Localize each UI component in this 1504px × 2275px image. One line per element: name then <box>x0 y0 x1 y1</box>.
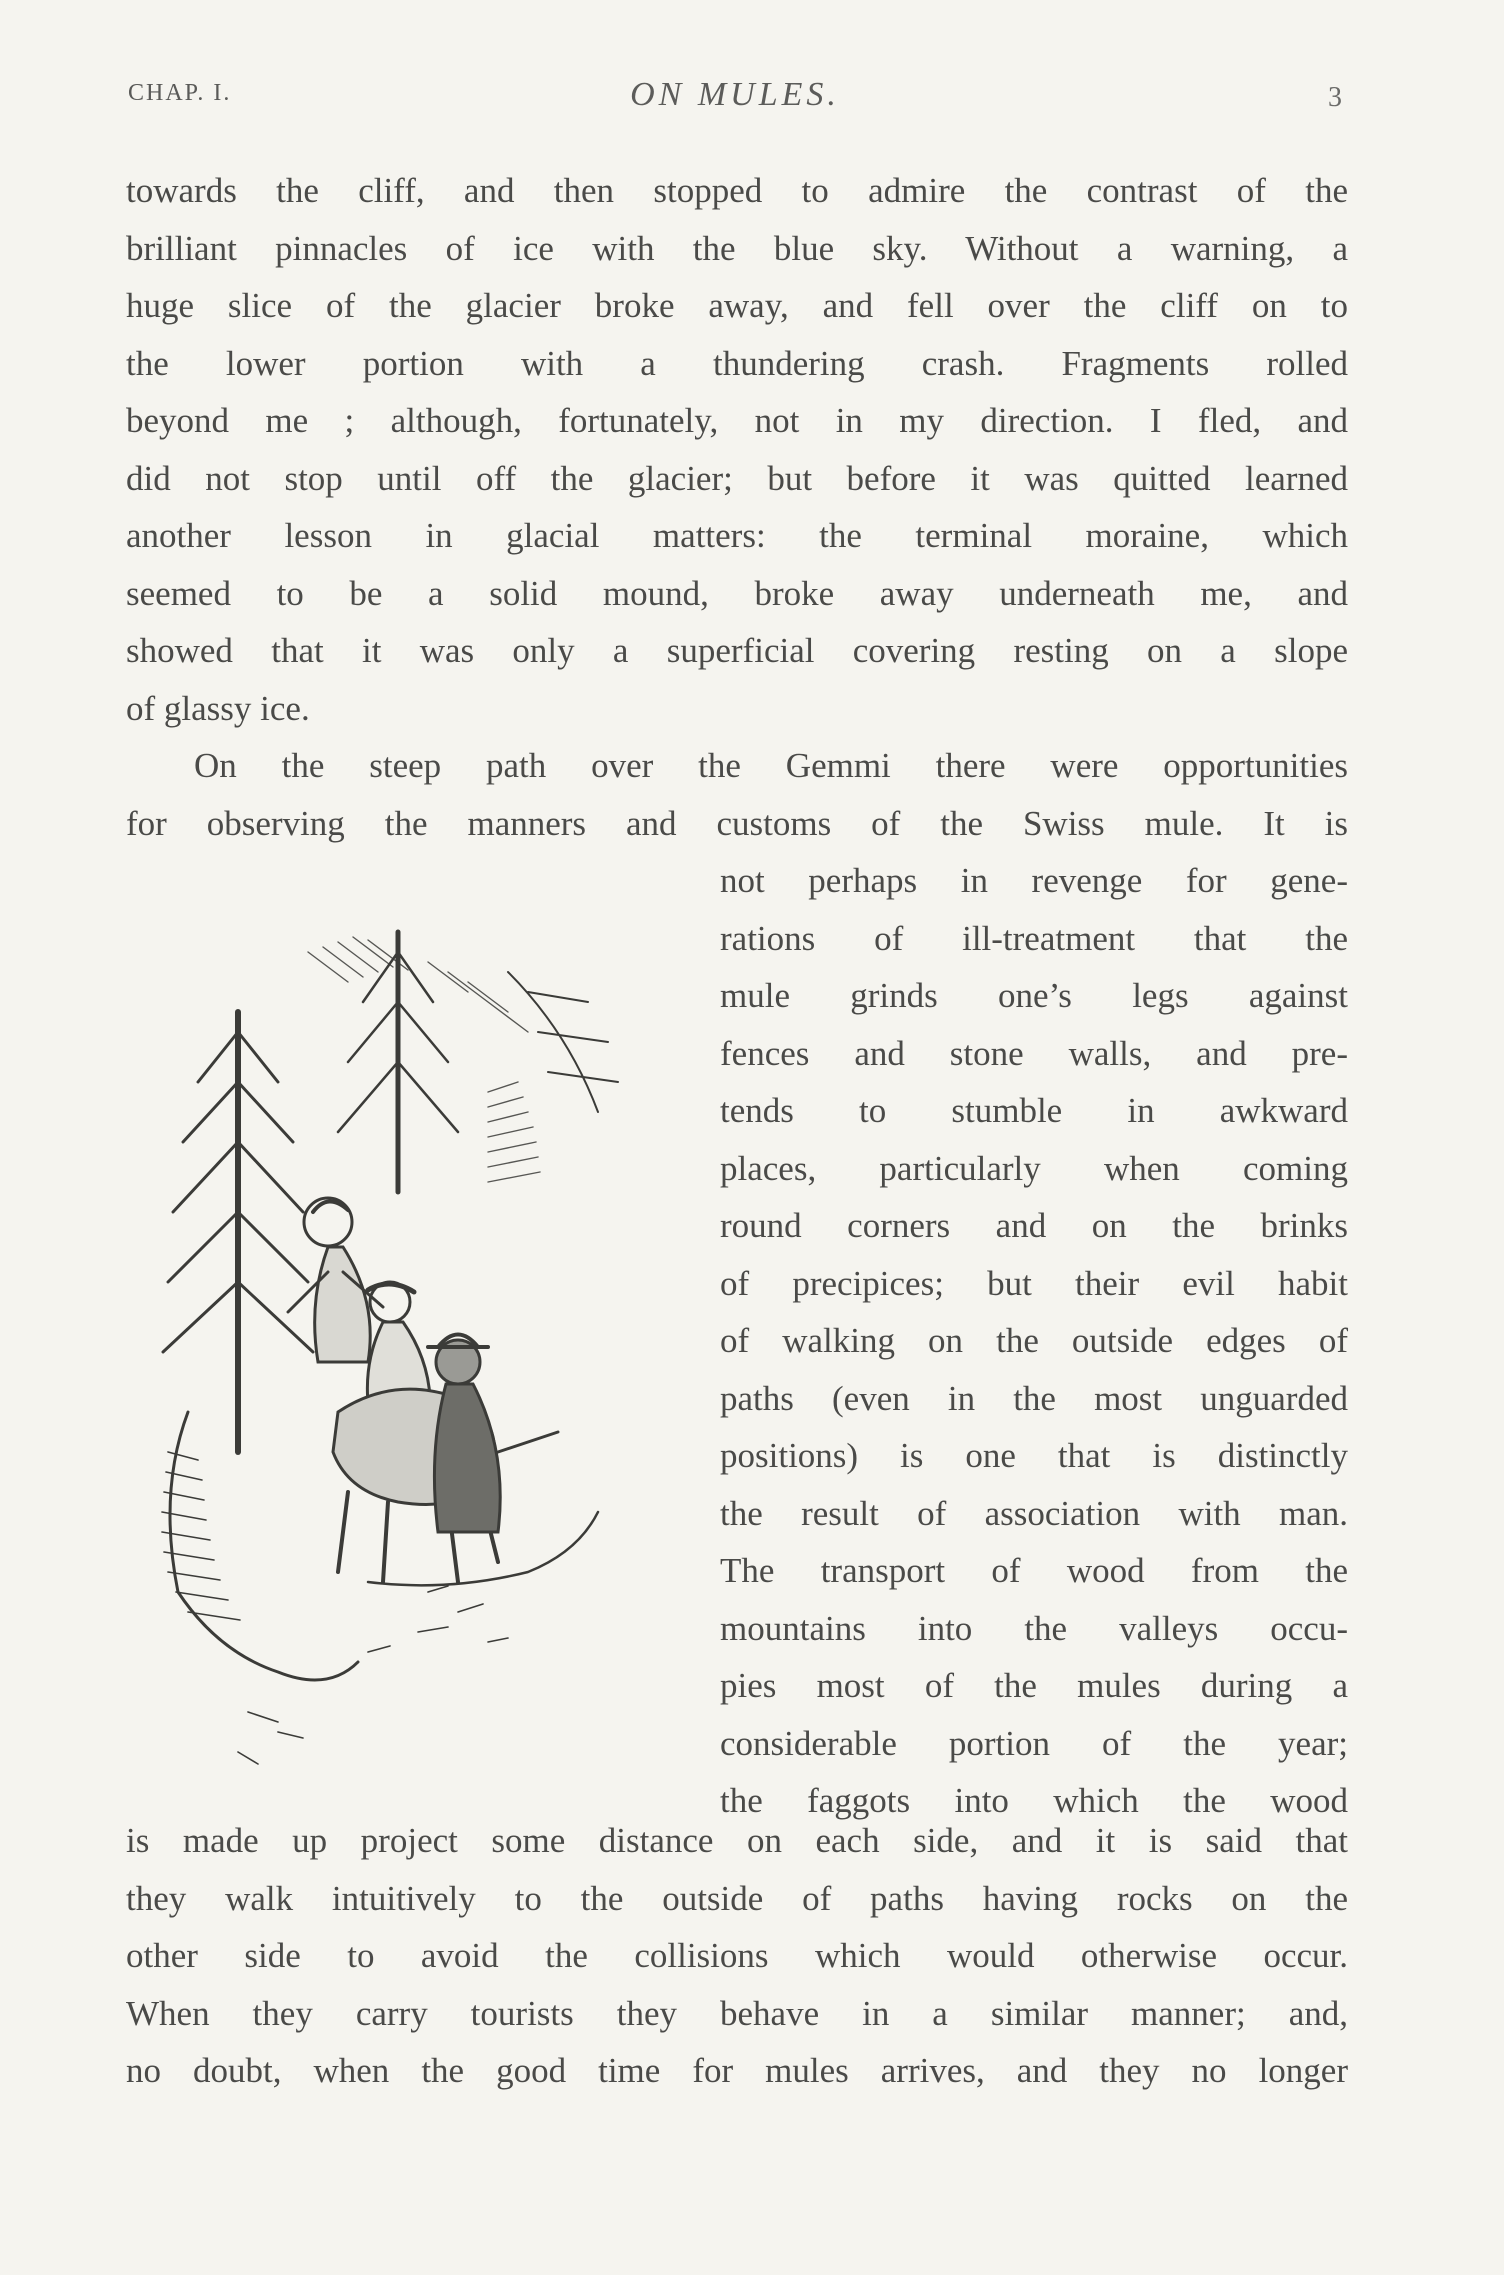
page-title: ON MULES. <box>630 76 840 113</box>
text-line: considerable portion of the year; <box>720 1723 1348 1763</box>
text-line: showed that it was only a superficial covering resting on a slope <box>126 631 1348 670</box>
text-line: of glassy ice. <box>126 688 310 728</box>
text-line: positions) is one that is distinctly <box>720 1436 1348 1475</box>
body-text-bottom <box>126 1812 1348 2100</box>
text-line: the faggots into which the wood <box>720 1781 1348 1820</box>
text-line: The transport of wood from the <box>720 1551 1348 1590</box>
text-line: pies most of the mules during a <box>720 1666 1348 1705</box>
text-line: tends to stumble in awkward <box>720 1091 1348 1130</box>
text-line: the result of association with man. <box>720 1493 1348 1533</box>
text-line: of precipices; but their evil habit <box>720 1263 1348 1303</box>
text-line: no doubt, when the good time for mules arrives, and they no longer <box>126 2051 1348 2090</box>
text-line: round corners and on the brinks <box>720 1206 1348 1245</box>
engraving-illustration <box>128 892 688 1792</box>
text-line: beyond me ; although, fortunately, not in my direction. I fled, and <box>126 401 1348 440</box>
text-line: another lesson in glacial matters: the terminal moraine, which <box>126 516 1348 555</box>
text-line: did not stop until off the glacier; but before it was quitted learned <box>126 458 1348 498</box>
text-line: mountains into the valleys occu- <box>720 1608 1348 1648</box>
text-line: other side to avoid the collisions which would otherwise occur. <box>126 1936 1348 1975</box>
text-line: When they carry tourists they behave in a similar manner; and, <box>126 1993 1348 2033</box>
text-line: seemed to be a solid mound, broke away underneath me, and <box>126 573 1348 613</box>
text-line: not perhaps in revenge for gene- <box>720 861 1348 900</box>
text-line: paths (even in the most unguarded <box>720 1378 1348 1418</box>
text-line: for observing the manners and customs of the Swiss mule. It is <box>126 803 1348 843</box>
text-line: they walk intuitively to the outside of paths having rocks on the <box>126 1878 1348 1918</box>
text-line: huge slice of the glacier broke away, and fell over the cliff on to <box>126 286 1348 325</box>
running-head <box>120 72 1350 122</box>
text-line: places, particularly when coming <box>720 1148 1348 1188</box>
text-line: the lower portion with a thundering crash. Fragments rolled <box>126 343 1348 383</box>
chapter-label: CHAP. I. <box>128 80 232 106</box>
text-line: towards the cliff, and then stopped to admire the contrast of the <box>126 171 1348 210</box>
engraving-illustration-icon <box>128 892 688 1792</box>
paragraph-start-line: On the steep path over the Gemmi there were opportunities <box>194 746 1348 785</box>
page-number: 3 <box>1328 82 1342 113</box>
text-line: of walking on the outside edges of <box>720 1321 1348 1360</box>
text-line: mule grinds one’s legs against <box>720 976 1348 1015</box>
text-line: brilliant pinnacles of ice with the blue sky. Without a warning, a <box>126 228 1348 268</box>
body-text-wrap <box>720 852 1348 1830</box>
body-text-top <box>126 162 1348 852</box>
text-line: is made up project some distance on each side, and it is said that <box>126 1821 1348 1860</box>
text-line: rations of ill-treatment that the <box>720 918 1348 958</box>
text-line: fences and stone walls, and pre- <box>720 1033 1348 1073</box>
